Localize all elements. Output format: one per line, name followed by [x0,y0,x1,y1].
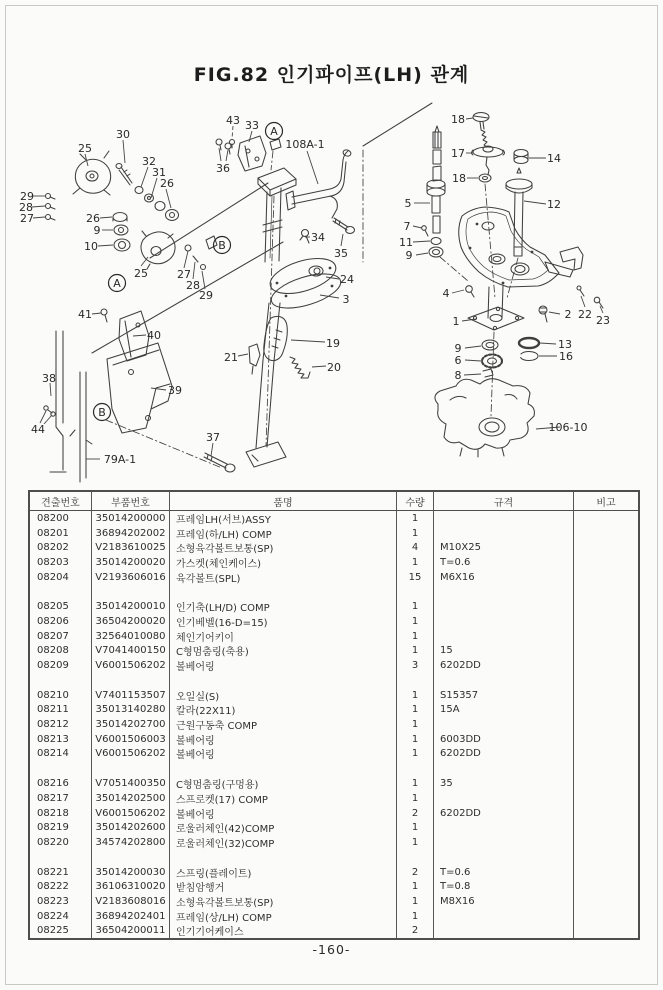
table-cell [574,511,638,526]
table-cell: 08206 [30,614,92,629]
table-cell [574,806,638,821]
table-cell: M10X25 [434,540,574,555]
table-cell: 08217 [30,791,92,806]
table-cell: M6X16 [434,570,574,585]
table-row [30,658,638,673]
callout-25: 25 [134,267,148,280]
table-cell: V6001506202 [92,806,170,821]
callout-43: 43 [226,114,240,127]
table-cell: 08201 [30,526,92,541]
callout-13: 13 [558,338,572,351]
table-cell [434,511,574,526]
table-cell: 08225 [30,924,92,939]
table-cell [434,717,574,732]
circled-callout-B [94,404,111,421]
table-row [30,791,638,806]
svg-text:A: A [270,125,278,138]
table-row [30,776,638,791]
table-cell: 08211 [30,703,92,718]
table-cell: 6202DD [434,747,574,762]
table-cell: 1 [397,717,434,732]
table-row [30,806,638,821]
callout-14: 14 [547,152,561,165]
table-cell: 35014202700 [92,717,170,732]
table-cell [574,791,638,806]
table-cell: 1 [397,835,434,850]
table-cell: 로울러체인(42)COMP [170,820,397,835]
table-cell [574,629,638,644]
table-row [30,747,638,762]
table-cell: 35 [434,776,574,791]
table-cell [574,732,638,747]
table-cell: 15 [434,644,574,659]
table-cell [574,909,638,924]
table-cell-empty [92,761,170,776]
table-cell [574,776,638,791]
callout-39: 39 [168,384,182,397]
table-cell: 36504200020 [92,614,170,629]
callout-31: 31 [152,166,166,179]
table-cell: 2 [397,865,434,880]
table-cell-empty [434,850,574,865]
table-cell [434,909,574,924]
table-cell: 볼베어링 [170,732,397,747]
table-cell: 오일실(S) [170,688,397,703]
table-cell: 08214 [30,747,92,762]
table-cell: V6001506202 [92,658,170,673]
parts-table-body [30,511,638,938]
parts-table [28,490,640,940]
table-cell: 34574202800 [92,835,170,850]
table-cell-empty [30,761,92,776]
table-cell [574,717,638,732]
table-cell: 08218 [30,806,92,821]
table-cell: 근원구동축 COMP [170,717,397,732]
callout-8: 8 [454,369,462,382]
table-cell: 프레임(상/LH) COMP [170,909,397,924]
table-cell: 칼라(22X11) [170,703,397,718]
table-cell [434,924,574,939]
callout-29: 29 [20,190,34,203]
table-cell: 35014200030 [92,865,170,880]
callout-7: 7 [403,220,411,233]
table-cell-empty [30,584,92,599]
callout-12: 12 [547,198,561,211]
table-cell [434,599,574,614]
table-cell: M8X16 [434,894,574,909]
callout-18: 18 [452,172,466,185]
svg-text:B: B [98,406,106,419]
table-cell: 1 [397,747,434,762]
table-cell: 인기기어케이스 [170,924,397,939]
table-cell: 35014202600 [92,820,170,835]
table-cell-empty [30,850,92,865]
table-cell: 1 [397,599,434,614]
callout-18: 18 [451,113,465,126]
table-spacer-row [30,584,638,599]
callout-34: 34 [311,231,325,244]
callout-24: 24 [340,273,354,286]
table-cell: T=0.6 [434,555,574,570]
callout-26: 26 [160,177,174,190]
svg-text:B: B [218,239,226,252]
callout-28: 28 [19,201,33,214]
callout-4: 4 [442,287,450,300]
table-cell [434,614,574,629]
table-cell: 6202DD [434,658,574,673]
table-header-cell: 수량 [397,492,434,510]
table-cell: 08213 [30,732,92,747]
table-row [30,570,638,585]
callout-35: 35 [334,247,348,260]
table-cell-empty [434,673,574,688]
table-cell: 1 [397,555,434,570]
table-cell: 15A [434,703,574,718]
table-cell: 08221 [30,865,92,880]
table-cell: V7041400150 [92,644,170,659]
table-cell: 육각볼트(SPL) [170,570,397,585]
callout-21: 21 [224,351,238,364]
table-cell: 08210 [30,688,92,703]
table-cell: 1 [397,703,434,718]
table-cell: 08200 [30,511,92,526]
table-cell-empty [397,584,434,599]
parts-table-head [30,492,638,511]
table-row [30,820,638,835]
table-cell-empty [30,673,92,688]
callout-37: 37 [206,431,220,444]
callout-27: 27 [20,212,34,225]
table-cell: V2183608016 [92,894,170,909]
table-cell: 08223 [30,894,92,909]
table-row [30,879,638,894]
table-cell: 1 [397,879,434,894]
table-cell: 1 [397,791,434,806]
table-cell-empty [397,673,434,688]
table-cell: 32564010080 [92,629,170,644]
table-cell: 08220 [30,835,92,850]
callout-40: 40 [147,329,161,342]
table-cell: 35014200000 [92,511,170,526]
table-cell [574,540,638,555]
callout-44: 44 [31,423,45,436]
callout-5: 5 [404,197,412,210]
table-spacer-row [30,850,638,865]
table-cell-empty [170,584,397,599]
table-cell-empty [574,584,638,599]
table-cell: 08208 [30,644,92,659]
callout-16: 16 [559,350,573,363]
table-cell: 08202 [30,540,92,555]
table-cell: C형멈춤링(축용) [170,644,397,659]
table-spacer-row [30,761,638,776]
table-cell [434,835,574,850]
table-cell: 08203 [30,555,92,570]
table-cell: 15 [397,570,434,585]
table-cell: 08209 [30,658,92,673]
table-row [30,526,638,541]
diagram-artwork [44,103,603,482]
table-row [30,894,638,909]
table-cell: T=0.8 [434,879,574,894]
callout-41: 41 [78,308,92,321]
callout-9: 9 [405,249,413,262]
table-cell [574,820,638,835]
table-cell: 프레임LH(서브)ASSY [170,511,397,526]
table-header-cell: 규격 [434,492,574,510]
table-cell: 1 [397,526,434,541]
table-cell: V2193606016 [92,570,170,585]
table-cell: 08219 [30,820,92,835]
table-row [30,599,638,614]
table-cell: 08216 [30,776,92,791]
table-cell: 인기베벨(16-D=15) [170,614,397,629]
callout-26: 26 [86,212,100,225]
table-cell: 볼베어링 [170,806,397,821]
table-cell: 08205 [30,599,92,614]
table-cell: 2 [397,924,434,939]
table-row [30,511,638,526]
callout-25: 25 [78,142,92,155]
table-cell [574,894,638,909]
table-row [30,540,638,555]
table-cell [574,835,638,850]
table-cell-empty [92,673,170,688]
table-cell: 36894202401 [92,909,170,924]
table-cell [574,924,638,939]
table-cell [574,688,638,703]
table-cell: 6003DD [434,732,574,747]
table-cell [574,555,638,570]
table-cell: 볼베어링 [170,747,397,762]
table-cell: 36106310020 [92,879,170,894]
table-header-cell: 부품번호 [92,492,170,510]
table-cell: 35014202500 [92,791,170,806]
table-cell: 1 [397,629,434,644]
table-cell: 스프링(플레이트) [170,865,397,880]
callout-10: 10 [84,240,98,253]
callout-32: 32 [142,155,156,168]
table-header-cell: 견출번호 [30,492,92,510]
table-cell: V6001506202 [92,747,170,762]
table-cell: 1 [397,511,434,526]
table-row [30,644,638,659]
table-row [30,688,638,703]
table-cell: 1 [397,688,434,703]
callout-79A-1: 79A-1 [103,453,137,466]
table-cell [434,526,574,541]
callout-1: 1 [452,315,460,328]
table-cell: T=0.6 [434,865,574,880]
table-cell [574,526,638,541]
figure-title: FIG.82 인기파이프(LH) 관계 [193,64,470,86]
callout-30: 30 [116,128,130,141]
table-cell: 2 [397,806,434,821]
table-cell [434,820,574,835]
table-cell: 36894202002 [92,526,170,541]
table-cell [574,570,638,585]
table-cell [434,629,574,644]
svg-text:A: A [113,277,121,290]
table-header-cell: 비고 [596,497,616,509]
callout-19: 19 [326,337,340,350]
table-cell [574,614,638,629]
table-cell: 스프로켓(17) COMP [170,791,397,806]
table-cell: V6001506003 [92,732,170,747]
table-cell: 1 [397,894,434,909]
callout-17: 17 [451,147,465,160]
callout-11: 11 [399,236,413,249]
table-cell [574,747,638,762]
table-cell: 받침암행거 [170,879,397,894]
table-cell: V2183610025 [92,540,170,555]
callout-23: 23 [596,314,610,327]
table-cell [434,791,574,806]
table-cell: 6202DD [434,806,574,821]
table-cell [574,644,638,659]
table-cell: 가스켓(체인케이스) [170,555,397,570]
table-cell: 08212 [30,717,92,732]
callout-9: 9 [454,342,462,355]
table-cell-empty [92,584,170,599]
table-cell: 소형육각볼트보통(SP) [170,894,397,909]
table-row [30,835,638,850]
callout-9: 9 [93,224,101,237]
table-cell-empty [397,850,434,865]
callout-33: 33 [245,119,259,132]
table-cell: C형멈춤링(구멍용) [170,776,397,791]
table-cell: 볼베어링 [170,658,397,673]
callout-22: 22 [578,308,592,321]
callout-27: 27 [177,268,191,281]
table-cell: 1 [397,909,434,924]
table-row [30,909,638,924]
table-cell: 35014200010 [92,599,170,614]
table-cell: V7401153507 [92,688,170,703]
table-cell: 1 [397,732,434,747]
table-cell [574,658,638,673]
circled-callout-A [266,123,283,140]
table-cell-empty [170,673,397,688]
table-cell-empty [92,850,170,865]
table-row [30,865,638,880]
table-cell: 35014200020 [92,555,170,570]
table-row [30,703,638,718]
circled-callout-A [109,275,126,292]
table-cell: 3 [397,658,434,673]
table-cell: V7051400350 [92,776,170,791]
table-cell-empty [434,761,574,776]
callout-2: 2 [564,308,572,321]
table-cell: 08204 [30,570,92,585]
callout-29: 29 [199,289,213,302]
table-cell-empty [574,673,638,688]
table-cell: 36504200011 [92,924,170,939]
table-cell: 08224 [30,909,92,924]
parts-diagram [0,95,663,487]
table-row [30,614,638,629]
callout-38: 38 [42,372,56,385]
table-cell-empty [574,761,638,776]
table-cell: 1 [397,614,434,629]
table-cell-empty [397,761,434,776]
table-cell-empty [434,584,574,599]
callout-6: 6 [454,354,462,367]
callout-3: 3 [342,293,350,306]
table-cell: 로울러체인(32)COMP [170,835,397,850]
table-cell: S15357 [434,688,574,703]
table-cell [574,865,638,880]
table-row [30,717,638,732]
table-spacer-row [30,673,638,688]
table-cell-empty [574,850,638,865]
table-cell: 체인기어키이 [170,629,397,644]
table-row [30,629,638,644]
table-cell: 인기축(LH/D) COMP [170,599,397,614]
callout-108A-1: 108A-1 [285,138,325,151]
table-row [30,555,638,570]
table-cell [574,599,638,614]
table-row [30,732,638,747]
callout-28: 28 [186,279,200,292]
table-cell: 1 [397,820,434,835]
table-cell [574,703,638,718]
callout-36: 36 [216,162,230,175]
callout-20: 20 [327,361,341,374]
table-cell: 08222 [30,879,92,894]
table-cell: 소형육각볼트보통(SP) [170,540,397,555]
table-cell: 4 [397,540,434,555]
callout-106-10: 106-10 [548,421,588,434]
table-cell: 1 [397,776,434,791]
table-cell: 08207 [30,629,92,644]
table-row [30,924,638,939]
page-number: -160- [312,942,351,957]
table-cell-empty [170,850,397,865]
table-cell: 프레임(하/LH) COMP [170,526,397,541]
table-cell: 35013140280 [92,703,170,718]
table-cell-empty [170,761,397,776]
table-cell [574,879,638,894]
table-header-cell: 품명 [170,492,397,510]
table-cell: 1 [397,644,434,659]
